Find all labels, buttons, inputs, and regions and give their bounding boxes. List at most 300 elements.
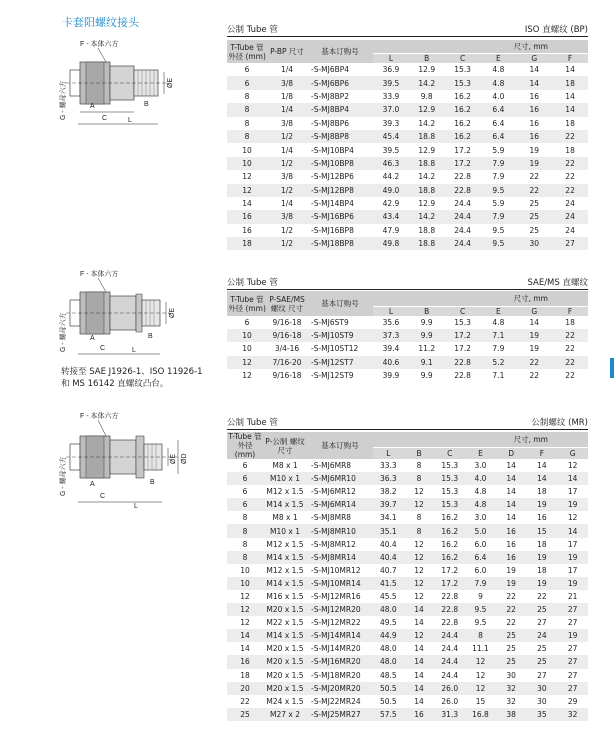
cell-dim: 9.9 — [409, 329, 445, 342]
cell-dim: 27 — [557, 603, 588, 616]
cell-dim: 8 — [465, 629, 496, 642]
cell-dim: 27 — [557, 682, 588, 695]
cell-dim: 3.0 — [474, 513, 487, 523]
cell-dim: 22.8 — [445, 356, 481, 369]
cell-dim: 22 — [565, 172, 575, 182]
cell-dim: 16.2 — [434, 524, 465, 537]
cell-dim: 12 — [404, 551, 435, 564]
table-row — [227, 63, 588, 76]
cell-dim: 22.8 — [454, 370, 471, 380]
cell-tube-od: 10 — [227, 157, 267, 170]
cell-dim: 19 — [557, 498, 588, 511]
cell-dim: 15.3 — [454, 318, 471, 328]
cell-tube-od: 12 — [240, 591, 250, 601]
cell-dim: 7.1 — [480, 329, 516, 342]
hex-label: F - 本体六方 — [80, 41, 119, 48]
cell-thread: 3/4-16 — [274, 344, 300, 354]
cell-dim: 24.4 — [441, 644, 459, 654]
cell-dim: 27 — [557, 655, 588, 668]
cell-dim: 16.2 — [454, 118, 471, 128]
cell-dim: 22 — [496, 603, 527, 616]
cell-part-number: -S-MJ12MR22 — [311, 618, 361, 628]
cell-dim: 4.0 — [492, 91, 505, 101]
col-thread-size: P-SAE/MS 螺纹 尺寸 — [267, 291, 307, 316]
cell-dim: 18.8 — [409, 157, 445, 170]
cell-dim: 16 — [529, 91, 539, 101]
cell-dim: 40.6 — [373, 356, 409, 369]
table-row — [227, 695, 588, 708]
cell-dim: 40.4 — [373, 551, 404, 564]
table-row — [227, 629, 588, 642]
thread-adapter-note: 转接至 SAE J1926-1、ISO 11926-1 和 MS 16142 直螺纹凸台。 — [61, 367, 203, 389]
cell-dim: 11.1 — [472, 644, 489, 654]
cell-dim: 24 — [552, 210, 588, 223]
cell-dim: 16.8 — [465, 708, 496, 721]
cell-thread: M12 x 1.5 — [266, 487, 304, 497]
cell-dim: 40.4 — [380, 539, 397, 549]
cell-dim: 7.9 — [480, 157, 516, 170]
table-row — [227, 342, 588, 355]
cell-thread: 9/16-18 — [272, 318, 302, 328]
cell-dim: 17.2 — [434, 577, 465, 590]
col-part-number: 基本订购号 — [307, 40, 373, 63]
cell-dim: 32 — [557, 708, 588, 721]
cell-dim: 35.1 — [373, 524, 404, 537]
cell-tube-od: 12 — [240, 618, 250, 628]
cell-tube-od: 18 — [240, 670, 250, 680]
cell-dim: 14.2 — [409, 76, 445, 89]
cell-part-number: -S-MJ14MR14 — [307, 629, 373, 642]
cell-dim: 6.4 — [492, 118, 505, 128]
cell-thread: 3/8 — [280, 118, 294, 128]
cell-dim: 14 — [529, 65, 539, 75]
cell-dim: 19 — [516, 157, 552, 170]
cell-part-number: -S-MJ6MR8 — [311, 461, 352, 471]
cell-dim: 25 — [496, 629, 527, 642]
cell-tube-od: 14 — [242, 199, 252, 209]
cell-part-number: -S-MJ18MR20 — [311, 670, 361, 680]
nut-label: G - 螺母六方 — [60, 456, 67, 496]
cell-tube-od: 16 — [242, 225, 252, 235]
dim-c: C — [100, 493, 106, 500]
cell-dim: 14 — [404, 603, 435, 616]
cell-dim: 19 — [527, 498, 558, 511]
cell-tube-od: 12 — [227, 184, 267, 197]
cell-dim: 19 — [527, 577, 558, 590]
section-header-st — [227, 277, 588, 290]
cell-part-number: -S-MJ22MR24 — [311, 696, 361, 706]
cell-thread: 1/2 — [267, 184, 307, 197]
cell-dim: 22.8 — [441, 591, 459, 601]
cell-dim: 6.0 — [474, 539, 487, 549]
cell-dim: 14 — [414, 618, 424, 628]
cell-part-number: -S-MJ16MR20 — [307, 655, 373, 668]
table-row — [227, 524, 588, 537]
cell-dim: 39.7 — [373, 498, 404, 511]
cell-dim: 32 — [506, 696, 516, 706]
cell-dim: 16 — [496, 551, 527, 564]
cell-dim: 12 — [465, 682, 496, 695]
cell-thread: M10 x 1 — [263, 472, 307, 485]
cell-dim: 4.8 — [492, 318, 505, 328]
cell-dim: 15.3 — [445, 76, 481, 89]
cell-dim: 18 — [552, 76, 588, 89]
cell-dim: 15.3 — [434, 498, 465, 511]
cell-tube-od: 10 — [240, 565, 250, 575]
spec-table-st — [227, 291, 588, 382]
cell-dim: 41.5 — [373, 577, 404, 590]
cell-dim: 9.5 — [480, 184, 516, 197]
cell-dim: 22 — [529, 370, 539, 380]
cell-dim: 14 — [557, 472, 588, 485]
cell-dim: 7.9 — [492, 344, 505, 354]
cell-part-number: -S-MJ12BP6 — [311, 172, 354, 182]
cell-dim: 17 — [567, 565, 578, 575]
cell-dim: 5.9 — [492, 199, 505, 209]
cell-tube-od: 18 — [227, 237, 267, 250]
spec-table-mr — [227, 432, 588, 721]
cell-dim: 8 — [404, 472, 435, 485]
cell-thread: M14 x 1.5 — [263, 498, 307, 511]
fitting-diagram-bp — [58, 40, 208, 140]
cell-dim: 27 — [567, 644, 578, 654]
cell-dim: 43.4 — [373, 210, 409, 223]
cell-dim: 24.4 — [434, 629, 465, 642]
cell-part-number: -S-MJ6MR14 — [307, 498, 373, 511]
col-c: C — [434, 448, 465, 460]
cell-thread: M20 x 1.5 — [263, 655, 307, 668]
table-row — [227, 498, 588, 511]
cell-dim: 14 — [506, 461, 516, 471]
cell-thread: M12 x 1.5 — [266, 565, 304, 575]
cell-thread: 7/16-20 — [267, 356, 307, 369]
cell-tube-od: 20 — [227, 682, 263, 695]
cell-tube-od: 12 — [242, 370, 252, 380]
dim-e: ØE — [170, 453, 177, 464]
cell-dim: 12 — [414, 591, 424, 601]
cell-tube-od: 10 — [242, 145, 252, 155]
cell-dim: 22 — [552, 184, 588, 197]
cell-dim: 14 — [516, 76, 552, 89]
cell-dim: 24 — [527, 629, 558, 642]
cell-dim: 35.6 — [382, 318, 400, 328]
cell-dim: 12 — [404, 498, 435, 511]
table-row — [227, 551, 588, 564]
cell-dim: 16.2 — [445, 103, 481, 116]
dim-a: A — [90, 481, 95, 488]
cell-part-number: -S-MJ10MR12 — [311, 565, 361, 575]
table-row — [227, 130, 588, 143]
cell-dim: 17.2 — [454, 145, 471, 155]
cell-dim: 17.2 — [445, 157, 481, 170]
cell-dim: 4.8 — [474, 487, 487, 497]
cell-dim: 12 — [465, 655, 496, 668]
cell-thread: 3/8 — [267, 210, 307, 223]
cell-dim: 38.2 — [380, 487, 397, 497]
cell-dim: 38 — [496, 708, 527, 721]
cell-part-number: -S-MJ10MR14 — [307, 577, 373, 590]
table-row — [227, 157, 588, 170]
cell-tube-od: 25 — [227, 708, 263, 721]
cell-thread: M27 x 2 — [263, 708, 307, 721]
col-dims: 尺寸, mm — [373, 291, 588, 307]
cell-dim: 24.4 — [441, 670, 459, 680]
hex-label: F - 本体六方 — [80, 413, 119, 420]
col-c: C — [445, 307, 481, 317]
dim-b: B — [150, 479, 155, 486]
cell-tube-od: 6 — [242, 461, 248, 471]
cell-dim: 30 — [516, 237, 552, 250]
cell-dim: 14 — [565, 65, 575, 75]
cell-dim: 24.4 — [434, 655, 465, 668]
cell-tube-od: 6 — [227, 76, 267, 89]
cell-dim: 32 — [496, 682, 527, 695]
cell-dim: 12 — [404, 577, 435, 590]
cell-dim: 17 — [567, 539, 578, 549]
cell-dim: 25 — [529, 199, 539, 209]
cell-dim: 6.0 — [474, 565, 487, 575]
cell-part-number: -S-MJ8MR14 — [307, 551, 373, 564]
table-row — [227, 538, 588, 551]
cell-dim: 21 — [567, 591, 578, 601]
cell-dim: 42.9 — [382, 199, 400, 209]
col-e: E — [480, 307, 516, 317]
cell-dim: 48.0 — [373, 603, 404, 616]
dim-a: A — [90, 335, 95, 342]
cell-thread: M12 x 1.5 — [266, 539, 304, 549]
cell-thread: 1/8 — [280, 91, 294, 101]
thread-type: ISO 直螺纹 (BP) — [524, 25, 588, 35]
cell-tube-od: 12 — [227, 356, 267, 369]
table-row — [227, 210, 588, 223]
col-tube-od: T-Tube 管外径 (mm) — [227, 291, 267, 316]
cell-dim: 37.3 — [373, 329, 409, 342]
cell-dim: 9.9 — [420, 370, 433, 380]
cell-dim: 18 — [565, 318, 575, 328]
cell-dim: 12.9 — [418, 145, 436, 155]
cell-dim: 12.9 — [418, 199, 436, 209]
cell-dim: 26.0 — [434, 682, 465, 695]
cell-dim: 22 — [552, 356, 588, 369]
cell-part-number: -S-MJ8BP4 — [307, 103, 373, 116]
cell-dim: 9 — [478, 591, 483, 601]
cell-part-number: -S-MJ10BP4 — [311, 145, 354, 155]
cell-dim: 5.9 — [492, 145, 505, 155]
col-f: F — [552, 54, 588, 64]
cell-thread: 1/2 — [280, 225, 294, 235]
cell-dim: 15.3 — [441, 461, 459, 471]
cell-dim: 39.3 — [382, 118, 400, 128]
cell-tube-od: 16 — [227, 655, 263, 668]
cell-dim: 7.9 — [465, 577, 496, 590]
cell-dim: 27 — [567, 670, 578, 680]
col-thread-size: P-公制 螺纹 尺寸 — [263, 432, 307, 459]
dim-b: B — [148, 333, 153, 340]
cell-thread: 1/4 — [267, 103, 307, 116]
cell-thread: M20 x 1.5 — [263, 603, 307, 616]
cell-dim: 16.2 — [445, 130, 481, 143]
cell-part-number: -S-MJ8MR12 — [311, 539, 356, 549]
cell-part-number: -S-MJ25MR27 — [307, 708, 373, 721]
cell-dim: 27 — [537, 670, 547, 680]
table-row — [227, 655, 588, 668]
cell-tube-od: 6 — [242, 487, 248, 497]
col-l: L — [373, 54, 409, 64]
cell-dim: 4.8 — [480, 76, 516, 89]
cell-dim: 44.9 — [373, 629, 404, 642]
cell-dim: 29 — [567, 696, 578, 706]
col-e: E — [465, 448, 496, 460]
cell-dim: 22 — [537, 591, 547, 601]
cell-dim: 49.0 — [373, 184, 409, 197]
cell-dim: 14 — [414, 670, 424, 680]
thread-type: 公制螺纹 (MR) — [531, 418, 588, 428]
cell-dim: 17.2 — [445, 329, 481, 342]
dim-b: B — [144, 101, 149, 108]
cell-dim: 25 — [516, 210, 552, 223]
col-l: L — [373, 448, 404, 460]
cell-dim: 48.0 — [373, 655, 404, 668]
table-row — [227, 511, 588, 524]
cell-dim: 22 — [552, 329, 588, 342]
section-title: 公制 Tube 管 — [227, 418, 278, 428]
table-row — [227, 682, 588, 695]
dim-a: A — [90, 103, 95, 110]
cell-tube-od: 14 — [240, 644, 250, 654]
table-row — [227, 616, 588, 629]
cell-dim: 44.2 — [382, 172, 400, 182]
section-header-mr — [227, 417, 588, 430]
cell-thread: M10 x 1 — [263, 524, 307, 537]
cell-dim: 22.8 — [454, 172, 471, 182]
table-row — [227, 224, 588, 237]
cell-tube-od: 10 — [227, 577, 263, 590]
cell-dim: 4.0 — [465, 472, 496, 485]
cell-dim: 16 — [404, 708, 435, 721]
cell-dim: 19 — [557, 551, 588, 564]
cell-dim: 6.4 — [465, 551, 496, 564]
cell-dim: 12 — [475, 670, 486, 680]
cell-dim: 8 — [416, 513, 422, 523]
cell-dim: 22 — [516, 184, 552, 197]
cell-dim: 24.4 — [445, 210, 481, 223]
cell-part-number: -S-MJ16BP8 — [311, 225, 354, 235]
cell-dim: 12 — [414, 565, 424, 575]
cell-thread: M20 x 1.5 — [266, 644, 304, 654]
cell-part-number: -S-MJ12ST7 — [307, 356, 373, 369]
cell-part-number: -S-MJ12MR16 — [311, 591, 361, 601]
cell-dim: 40.7 — [380, 565, 397, 575]
col-g: G — [516, 307, 552, 317]
cell-dim: 17.2 — [454, 344, 471, 354]
col-f: F — [527, 448, 558, 460]
cell-dim: 19 — [557, 629, 588, 642]
table-row — [227, 642, 588, 655]
cell-dim: 24 — [565, 199, 575, 209]
cell-dim: 16 — [506, 539, 516, 549]
cell-dim: 3.0 — [474, 461, 487, 471]
col-f: F — [552, 307, 588, 317]
cell-dim: 49.5 — [380, 618, 397, 628]
table-row — [227, 184, 588, 197]
col-dims: 尺寸, mm — [373, 432, 588, 448]
dim-e: ØE — [169, 307, 176, 318]
col-g: G — [557, 448, 588, 460]
cell-dim: 22.8 — [434, 603, 465, 616]
col-d: D — [496, 448, 527, 460]
cell-tube-od: 14 — [227, 629, 263, 642]
cell-thread: 1/2 — [267, 237, 307, 250]
cell-part-number: -S-MJ18BP8 — [307, 237, 373, 250]
cell-tube-od: 8 — [227, 130, 267, 143]
cell-thread: 9/16-18 — [272, 370, 302, 380]
cell-dim: 24.4 — [454, 225, 471, 235]
table-row — [227, 369, 588, 382]
cell-tube-od: 6 — [244, 65, 250, 75]
cell-dim: 33.9 — [382, 91, 400, 101]
cell-thread: 1/2 — [267, 130, 307, 143]
cell-tube-od: 12 — [227, 603, 263, 616]
cell-dim: 22.8 — [445, 184, 481, 197]
cell-part-number: -S-MJ6BP4 — [311, 65, 350, 75]
dim-e: ØE — [167, 77, 174, 88]
cell-dim: 46.3 — [373, 157, 409, 170]
thread-type: SAE/MS 直螺纹 — [527, 278, 588, 288]
cell-dim: 9.5 — [492, 225, 505, 235]
cell-part-number: -S-MJ8BP6 — [311, 118, 350, 128]
cell-dim: 25 — [537, 644, 547, 654]
cell-thread: 3/8 — [267, 76, 307, 89]
cell-dim: 14 — [496, 498, 527, 511]
cell-dim: 4.8 — [465, 498, 496, 511]
cell-dim: 16 — [537, 513, 547, 523]
table-row — [227, 170, 588, 183]
cell-dim: 47.9 — [382, 225, 400, 235]
cell-dim: 12.9 — [409, 103, 445, 116]
cell-thread: M14 x 1.5 — [263, 577, 307, 590]
dim-d: ØD — [181, 453, 188, 464]
table-row — [227, 577, 588, 590]
cell-thread: M14 x 1.5 — [263, 629, 307, 642]
cell-dim: 24.4 — [445, 237, 481, 250]
cell-dim: 6.4 — [480, 130, 516, 143]
cell-dim: 27 — [552, 237, 588, 250]
cell-tube-od: 8 — [227, 551, 263, 564]
cell-dim: 50.5 — [380, 696, 397, 706]
cell-dim: 14 — [414, 696, 424, 706]
dim-l: L — [134, 503, 138, 510]
cell-dim: 12 — [414, 539, 424, 549]
col-tube-od: T-Tube 管外径 (mm) — [228, 432, 262, 459]
col-e: E — [480, 54, 516, 64]
side-tab-marker — [610, 358, 614, 378]
cell-dim: 14 — [529, 318, 539, 328]
cell-dim: 39.5 — [373, 76, 409, 89]
cell-thread: 1/2 — [267, 157, 307, 170]
table-row — [227, 708, 588, 721]
cell-thread: M20 x 1.5 — [266, 670, 304, 680]
table-row — [227, 603, 588, 616]
cell-tube-od: 8 — [242, 539, 248, 549]
cell-dim: 14.2 — [418, 172, 436, 182]
cell-tube-od: 10 — [227, 329, 267, 342]
section-header-bp — [227, 24, 588, 37]
cell-dim: 25 — [506, 644, 516, 654]
cell-dim: 19 — [529, 344, 539, 354]
col-part-number: 基本订购号 — [307, 291, 373, 316]
cell-dim: 16 — [516, 130, 552, 143]
cell-dim: 24.4 — [454, 199, 471, 209]
